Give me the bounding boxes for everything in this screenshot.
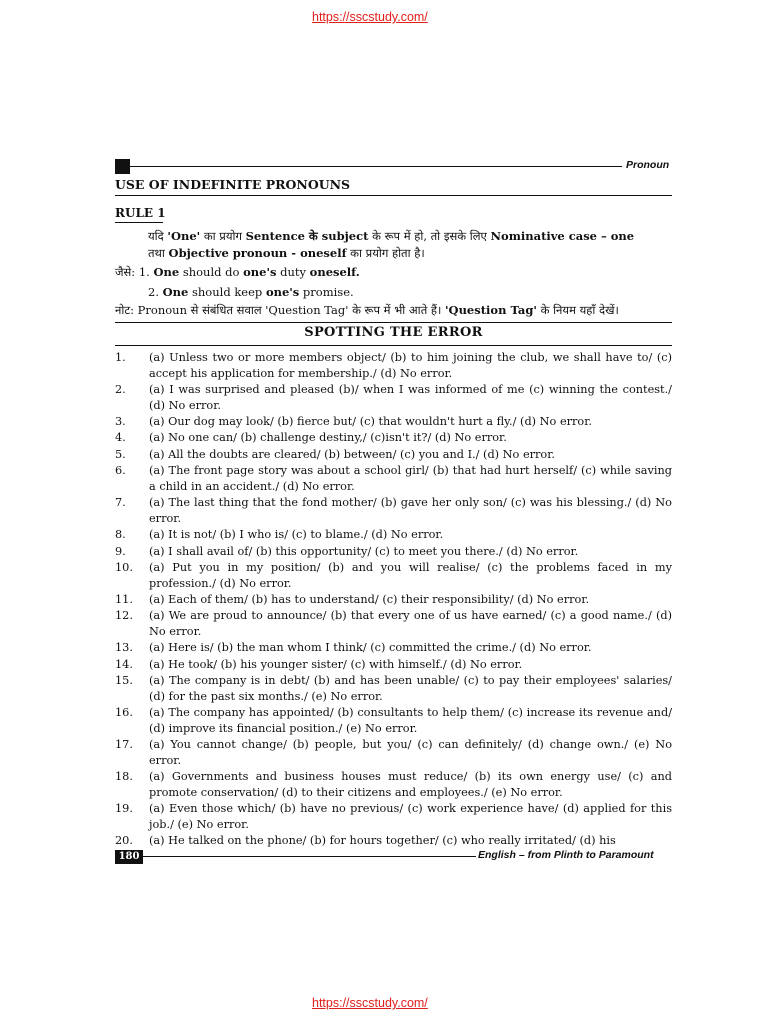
question-item: 12. (a) We are proud to announce/ (b) that every one of us have earned/ (c) a good name./ (d) No error. (115, 609, 672, 639)
footer-rule (143, 856, 476, 857)
question-item: 7. (a) The last thing that the fond mother/ (b) gave her only son/ (c) was his blessing./ (d) No error. (115, 496, 672, 525)
question-item: 8. (a) It is not/ (b) I who is/ (c) to blame./ (d) No error. (115, 528, 444, 542)
rule-title: RULE 1 (115, 206, 166, 220)
section-underline (115, 195, 672, 196)
spotting-title: SPOTTING THE ERROR (304, 325, 483, 340)
question-item: 4. (a) No one can/ (b) challenge destiny,/ (c)isn't it?/ (d) No error. (115, 431, 507, 445)
top-link[interactable]: https://sscstudy.com/ (312, 10, 428, 24)
rule-note: नोट: Pronoun से संबंधित सवाल 'Question Tag' के रूप में भी आते हैं। 'Question Tag' के नियम यहाँ देखें। (115, 303, 619, 317)
rule-line-2: तथा Objective pronoun - oneself का प्रयोग होता है। (148, 246, 425, 260)
question-item: 6. (a) The front page story was about a school girl/ (b) that had hurt herself/ (c) while saving a child in an accident./ (d) No error. (115, 464, 672, 493)
question-item: 11. (a) Each of them/ (b) has to understand/ (c) their responsibility/ (d) No error. (115, 592, 590, 606)
question-item: 10. (a) Put you in my position/ (b) and you will realise/ (c) the problems faced in my profession./ (d) No error. (115, 560, 672, 590)
rule-example-1: जैसे: 1. One should do one's duty oneself. (115, 265, 360, 279)
question-item: 2. (a) I was surprised and pleased (b)/ when I was informed of me (c) winning the contest./ (d) No error. (115, 383, 672, 412)
question-item: 13. (a) Here is/ (b) the man whom I think/ (c) committed the crime./ (d) No error. (115, 641, 592, 655)
page-number: 180 (115, 850, 143, 864)
question-item: 16. (a) The company has appointed/ (b) consultants to help them/ (c) increase its revenue and/ (d) improve its financial position./ (e) No error. (115, 706, 672, 735)
question-item: 9. (a) I shall avail of/ (b) this opportunity/ (c) to meet you there./ (d) No error. (115, 544, 579, 558)
question-item: 5. (a) All the doubts are cleared/ (b) between/ (c) you and I./ (d) No error. (115, 447, 555, 461)
rule-example-2: 2. One should keep one's promise. (148, 285, 354, 299)
question-item: 17. (a) You cannot change/ (b) people, but you/ (c) can definitely/ (d) change own./ (e) No error. (115, 738, 672, 767)
question-item: 1. (a) Unless two or more members object/ (b) to him joining the club, we shall have to/ (c) accept his application for membership./ (d) No error. (115, 351, 672, 380)
question-item: 3. (a) Our dog may look/ (b) fierce but/ (c) that wouldn't hurt a fly./ (d) No error. (115, 415, 592, 429)
question-item: 15. (a) The company is in debt/ (b) and has been unable/ (c) to pay their employees' salaries/ (d) for the past six months./ (e) No error. (115, 673, 672, 703)
question-item: 19. (a) Even those which/ (b) have no previous/ (c) work experience have/ (d) applied for this job./ (e) No error. (115, 802, 672, 832)
header-rule (130, 166, 622, 167)
question-item: 14. (a) He took/ (b) his younger sister/ (c) with himself./ (d) No error. (115, 657, 523, 671)
chapter-title: Pronoun (626, 159, 670, 171)
book-title: English – from Plinth to Paramount (478, 849, 654, 861)
rule-underline (115, 222, 163, 223)
question-item: 20. (a) He talked on the phone/ (b) for hours together/ (c) who really irritated/ (d) his (115, 834, 616, 848)
header-square (115, 159, 130, 174)
question-list (115, 350, 672, 850)
question-item: 18. (a) Governments and business houses must reduce/ (b) its own energy use/ (c) and promote conservation/ (d) to their citizens and employees./ (e) No error. (115, 770, 672, 800)
bottom-link[interactable]: https://sscstudy.com/ (312, 996, 428, 1010)
rule-line-1: यदि 'One' का प्रयोग Sentence के subject के रूप में हो, तो इसके लिए Nominative case – one (148, 229, 635, 243)
section-title: USE OF INDEFINITE PRONOUNS (115, 177, 351, 192)
